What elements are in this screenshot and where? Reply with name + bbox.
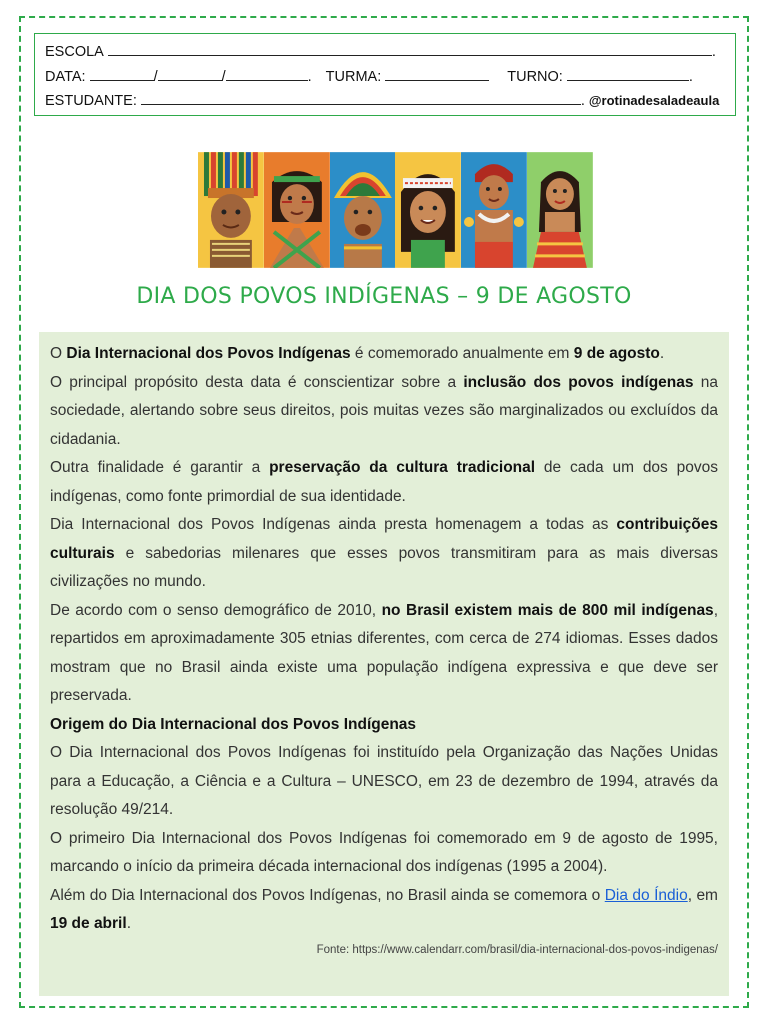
instagram-handle: @rotinadesaladeaula: [588, 93, 720, 108]
text: O principal propósito desta data é conscientizar sobre a: [50, 373, 464, 391]
bold-text: Dia Internacional dos Povos Indígenas: [66, 345, 351, 362]
paragraph-4: [50, 511, 718, 597]
text: na sociedade, alertando sobre seus direitos, pois muitas vezes são marginalizados ou excluídos da cidadania.: [50, 373, 718, 448]
turno-label: TURNO:: [507, 68, 563, 85]
turma-field[interactable]: [385, 67, 489, 81]
bold-text: inclusão dos povos indígenas: [463, 373, 694, 391]
text: , repartidos em aproximadamente 305 etnias diferentes, com cerca de 274 idiomas. Esses dados mostram que no Brasil ainda existe uma população indígena expressiva e que deve ser preservada.: [50, 601, 718, 704]
text: e sabedorias milenares que esses povos transmitiram para as mais diversas civilizações no mundo.: [50, 544, 718, 590]
paragraph-8: [50, 882, 718, 939]
text: De acordo com o senso demográfico de 2010,: [50, 601, 382, 619]
text: O: [50, 345, 67, 362]
paragraph-2: [50, 369, 718, 455]
bold-text: contribuições culturais: [50, 516, 718, 562]
end-dot: .: [711, 44, 716, 60]
date-month-field[interactable]: [158, 67, 222, 81]
portrait-woman-face-paint: [264, 152, 330, 268]
dia-do-indio-link[interactable]: Dia do Índio: [604, 886, 688, 904]
estudante-row: [45, 91, 725, 116]
portrait-woman-headband-image: [395, 152, 461, 268]
paragraph-7: O primeiro Dia Internacional dos Povos Indígenas foi comemorado em 9 de agosto de 1995, marcando o início da primeira década internacional dos indígenas (1995 a 2004).: [50, 829, 718, 875]
text: de cada um dos povos indígenas, como fonte primordial de sua identidade.: [50, 459, 718, 505]
portrait-man-feather-crown: [330, 152, 396, 268]
student-info-header: [34, 33, 736, 116]
turno-field[interactable]: [567, 67, 689, 81]
portrait-woman-face-paint-image: [264, 152, 330, 268]
end-dot: .: [688, 68, 693, 85]
date-separator: /: [153, 68, 158, 85]
page-title: DIA DOS POVOS INDÍGENAS – 9 DE AGOSTO: [136, 284, 632, 309]
turma-label: TURMA:: [325, 68, 382, 85]
end-dot: .: [580, 93, 585, 109]
data-row: [45, 67, 725, 92]
estudante-field[interactable]: [141, 91, 581, 105]
portrait-man-headdress: [198, 152, 264, 268]
portrait-man-headdress-image: [198, 152, 264, 268]
bold-text: 19 de abril: [50, 915, 127, 932]
date-day-field[interactable]: [90, 67, 154, 81]
paragraph-3: [50, 454, 718, 511]
portrait-man-feather-crown-image: [330, 152, 396, 268]
paragraph-6: O Dia Internacional dos Povos Indígenas foi instituído pela Organização das Nações Unidas para a Educação, a Ciência e a Cultura – UNESCO, em 23 de dezembro de 1994, através da resolução 49/214.: [50, 744, 718, 818]
text: Outra finalidade é garantir a: [50, 459, 270, 476]
portrait-woman-dress-image: [527, 152, 593, 268]
paragraph-1: [50, 340, 718, 369]
bold-text: 9 de agosto: [573, 345, 660, 362]
source-citation: Fonte: https://www.calendarr.com/brasil/dia-internacional-dos-povos-indigenas/: [316, 943, 718, 956]
bold-text: preservação da cultura tradicional: [269, 459, 536, 476]
text: é comemorado anualmente em: [350, 345, 574, 362]
date-separator: /: [221, 68, 226, 85]
section-heading: Origem do Dia Internacional dos Povos Indígenas: [50, 715, 417, 733]
portrait-woman-headband: [395, 152, 461, 268]
portrait-man-necklace-image: [461, 152, 527, 268]
text: .: [126, 915, 131, 932]
estudante-label: ESTUDANTE:: [45, 93, 137, 109]
escola-row: [45, 42, 725, 67]
end-dot: .: [307, 68, 312, 85]
portrait-woman-dress: [527, 152, 593, 268]
escola-field[interactable]: [108, 42, 712, 56]
bold-text: no Brasil existem mais de 800 mil indígenas: [381, 601, 714, 619]
text: Dia Internacional dos Povos Indígenas ainda presta homenagem a todas as: [50, 516, 617, 533]
article-content: [39, 332, 729, 996]
date-year-field[interactable]: [226, 67, 308, 81]
text: Além do Dia Internacional dos Povos Indígenas, no Brasil ainda se comemora o: [50, 886, 605, 904]
text: , em: [687, 886, 718, 904]
indigenous-portraits-banner: [198, 152, 593, 268]
text: .: [659, 345, 665, 362]
portrait-man-necklace: [461, 152, 527, 268]
escola-label: ESCOLA: [45, 44, 104, 60]
paragraph-5: [50, 597, 718, 711]
data-label: DATA:: [45, 68, 86, 85]
